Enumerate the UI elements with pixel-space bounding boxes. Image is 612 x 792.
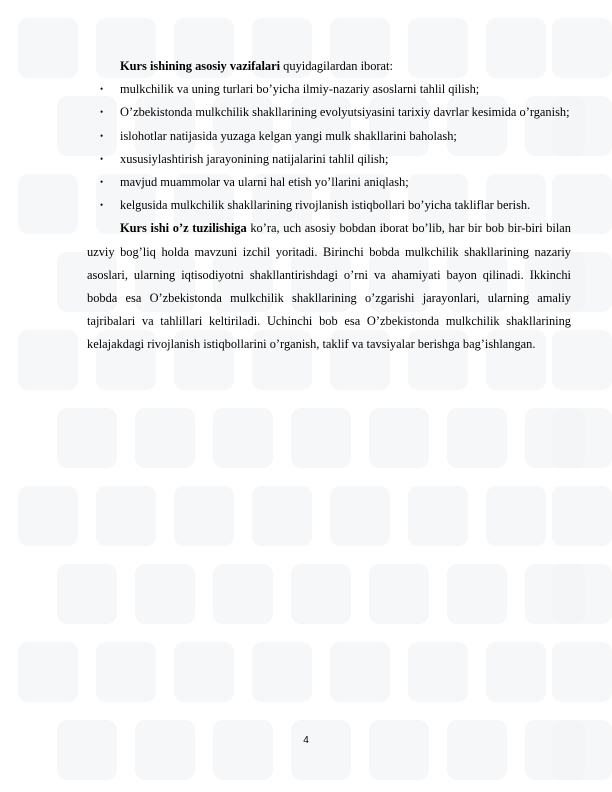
watermark-tile bbox=[174, 642, 234, 702]
watermark-tile bbox=[486, 642, 546, 702]
watermark-tile bbox=[18, 642, 78, 702]
watermark-tile bbox=[447, 564, 507, 624]
bullet-icon: • bbox=[100, 84, 104, 95]
list-item-text: O’zbekistonda mulkchilik shakllarining evolyutsiyasini tarixiy davrlar kesimida o’rganish; bbox=[120, 105, 570, 120]
watermark-tile bbox=[213, 408, 273, 468]
watermark-tile bbox=[96, 642, 156, 702]
watermark-tile bbox=[252, 642, 312, 702]
watermark-tile bbox=[174, 486, 234, 546]
list-item-text: mulkchilik va uning turlari bo’yicha ilmiy-nazariy asoslarni tahlil qilish; bbox=[120, 82, 480, 97]
watermark-tile bbox=[291, 720, 351, 780]
watermark-tile bbox=[135, 408, 195, 468]
watermark-tile bbox=[57, 720, 117, 780]
watermark-tile bbox=[486, 486, 546, 546]
watermark-tile bbox=[18, 18, 78, 78]
watermark-tile bbox=[18, 330, 78, 390]
watermark-tile bbox=[18, 486, 78, 546]
watermark-tile bbox=[96, 486, 156, 546]
list-item bbox=[87, 101, 571, 124]
watermark-tile bbox=[57, 408, 117, 468]
watermark-tile bbox=[447, 720, 507, 780]
watermark-tile bbox=[552, 564, 612, 624]
watermark-tile bbox=[18, 174, 78, 234]
bullet-icon: • bbox=[100, 130, 104, 141]
structure-paragraph-rest: ko’ra, uch asosiy bobdan iborat bo’lib, har bir bob bir-biri bilan uzviy bog’liq holda mavzuni izchil yoritadi. Birinchi bobda mulkchilik shakllarining nazariy asoslari, ularning iqtisodiyotni shakllantirishdagi o’rni va ahamiyati bayon qilinadi. Ikkinchi bobda esa O’zbekistonda mulkchilik shakllarining o’zgarishi jarayonlari, ularning amaliy tajribalari va tahlillari keltiriladi. Uchinchi bob esa O’zbekistonda mulkchilik shakllarining kelajakdagi rivojlanish istiqbollarini o’rganish, taklif va tavsiyalar berishga bag’ishlangan. bbox=[87, 221, 571, 352]
watermark-tile bbox=[252, 486, 312, 546]
watermark-tile bbox=[369, 720, 429, 780]
watermark-tile bbox=[369, 408, 429, 468]
list-item-text: xususiylashtirish jarayonining natijalarini tahlil qilish; bbox=[120, 151, 389, 166]
watermark-tile bbox=[552, 642, 612, 702]
watermark-tile bbox=[552, 720, 612, 780]
watermark-tile bbox=[135, 564, 195, 624]
tasks-heading-bold: Kurs ishining asosiy vazifalari bbox=[120, 59, 281, 73]
list-item bbox=[87, 194, 571, 217]
watermark-tile bbox=[213, 564, 273, 624]
bullet-icon: • bbox=[100, 177, 104, 188]
list-item-text: mavjud muammolar va ularni hal etish yo’llarini aniqlash; bbox=[120, 175, 409, 190]
structure-paragraph-bold: Kurs ishi o’z tuzilishiga bbox=[120, 221, 247, 236]
watermark-tile bbox=[330, 642, 390, 702]
list-item bbox=[87, 125, 571, 148]
watermark-tile bbox=[330, 486, 390, 546]
list-item bbox=[87, 78, 571, 101]
watermark-tile bbox=[408, 486, 468, 546]
watermark-tile bbox=[135, 720, 195, 780]
structure-paragraph bbox=[87, 217, 571, 356]
watermark-tile bbox=[447, 408, 507, 468]
watermark-tile bbox=[213, 720, 273, 780]
tasks-heading-rest: quyidagilardan iborat: bbox=[280, 59, 393, 73]
tasks-heading bbox=[87, 55, 571, 78]
page-number: 4 bbox=[303, 735, 309, 746]
bullet-icon: • bbox=[100, 153, 104, 164]
list-item bbox=[87, 148, 571, 171]
watermark-tile bbox=[408, 642, 468, 702]
watermark-tile bbox=[552, 408, 612, 468]
page-content bbox=[87, 55, 571, 357]
watermark-tile bbox=[552, 486, 612, 546]
watermark-tile bbox=[291, 564, 351, 624]
tasks-list bbox=[87, 78, 571, 217]
list-item bbox=[87, 171, 571, 194]
watermark-tile bbox=[57, 564, 117, 624]
list-item-text: islohotlar natijasida yuzaga kelgan yangi mulk shakllarini baholash; bbox=[120, 128, 457, 143]
list-item-text: kelgusida mulkchilik shakllarining rivojlanish istiqbollari bo’yicha takliflar berish. bbox=[120, 198, 531, 213]
watermark-tile bbox=[369, 564, 429, 624]
bullet-icon: • bbox=[100, 107, 104, 118]
bullet-icon: • bbox=[100, 200, 104, 211]
watermark-tile bbox=[291, 408, 351, 468]
